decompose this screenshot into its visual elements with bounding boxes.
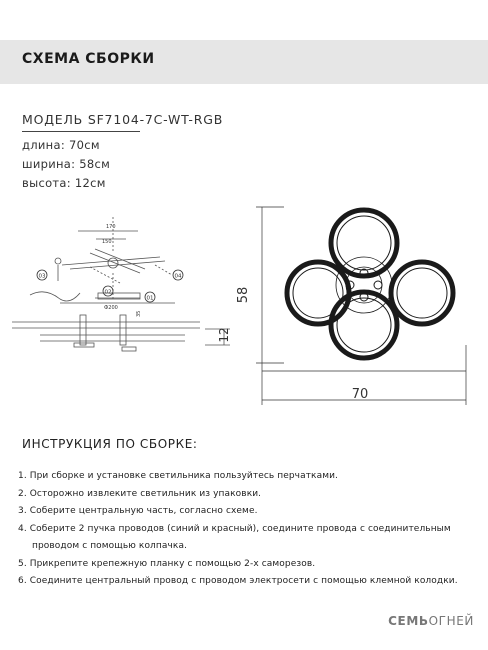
list-item [18, 486, 483, 504]
dim-35: 35 [136, 310, 142, 317]
dim-f200: Ф200 [104, 305, 118, 311]
instructions-title: ИНСТРУКЦИЯ ПО СБОРКЕ: [22, 437, 198, 451]
step-1-text: 1. При сборке и установке светильника пользуйтесь перчатками. [18, 471, 339, 481]
spec-width: ширина: 58см [22, 157, 111, 171]
step-3-text: 3. Соберите центральную часть, согласно схеме. [18, 506, 258, 516]
brand-bold: СЕМЬ [388, 614, 429, 628]
list-item [18, 521, 483, 556]
dim-170: 170 [106, 224, 116, 230]
dim-height-label: 58 [236, 286, 251, 304]
mounting-assembly-sketch [12, 217, 230, 351]
callout-02: 02 [104, 289, 112, 296]
divider [22, 131, 140, 132]
spec-length: длина: 70см [22, 138, 100, 152]
instructions-list [18, 468, 483, 591]
list-item [18, 503, 483, 521]
step-4-continuation: проводом с помощью колпачка. [32, 541, 188, 551]
step-2-text: 2. Осторожно извлеките светильник из упаковки. [18, 488, 262, 499]
list-item [18, 556, 483, 574]
assembly-drawing [0, 195, 488, 425]
step-5-text: 5. Прикрепите крепежную планку с помощью 2-х саморезов. [18, 558, 316, 569]
model-name: МОДЕЛЬ SF7104-7C-WT-RGB [22, 112, 224, 127]
dim-150: 150 [102, 239, 112, 245]
list-item [18, 573, 483, 591]
callout-01: 01 [146, 295, 154, 302]
spec-height: высота: 12см [22, 176, 106, 190]
brand-logo [388, 614, 474, 628]
callout-04: 04 [174, 273, 182, 280]
dim-depth-label: 12 [217, 327, 231, 343]
step-4-text: 4. Соберите 2 пучка проводов (синий и красный), соедините провода с соединительным [18, 523, 451, 534]
list-item [18, 468, 483, 486]
brand-thin: ОГНЕЙ [428, 614, 474, 628]
page-title: СХЕМА СБОРКИ [22, 51, 155, 67]
callout-03: 03 [38, 273, 46, 280]
callout-markers [37, 270, 183, 302]
luminaire-front-view [287, 210, 453, 358]
step-6-text: 6. Соедините центральный провод с проводом электросети с помощью клемной колодки. [18, 576, 458, 586]
dim-width-label: 70 [351, 387, 369, 402]
